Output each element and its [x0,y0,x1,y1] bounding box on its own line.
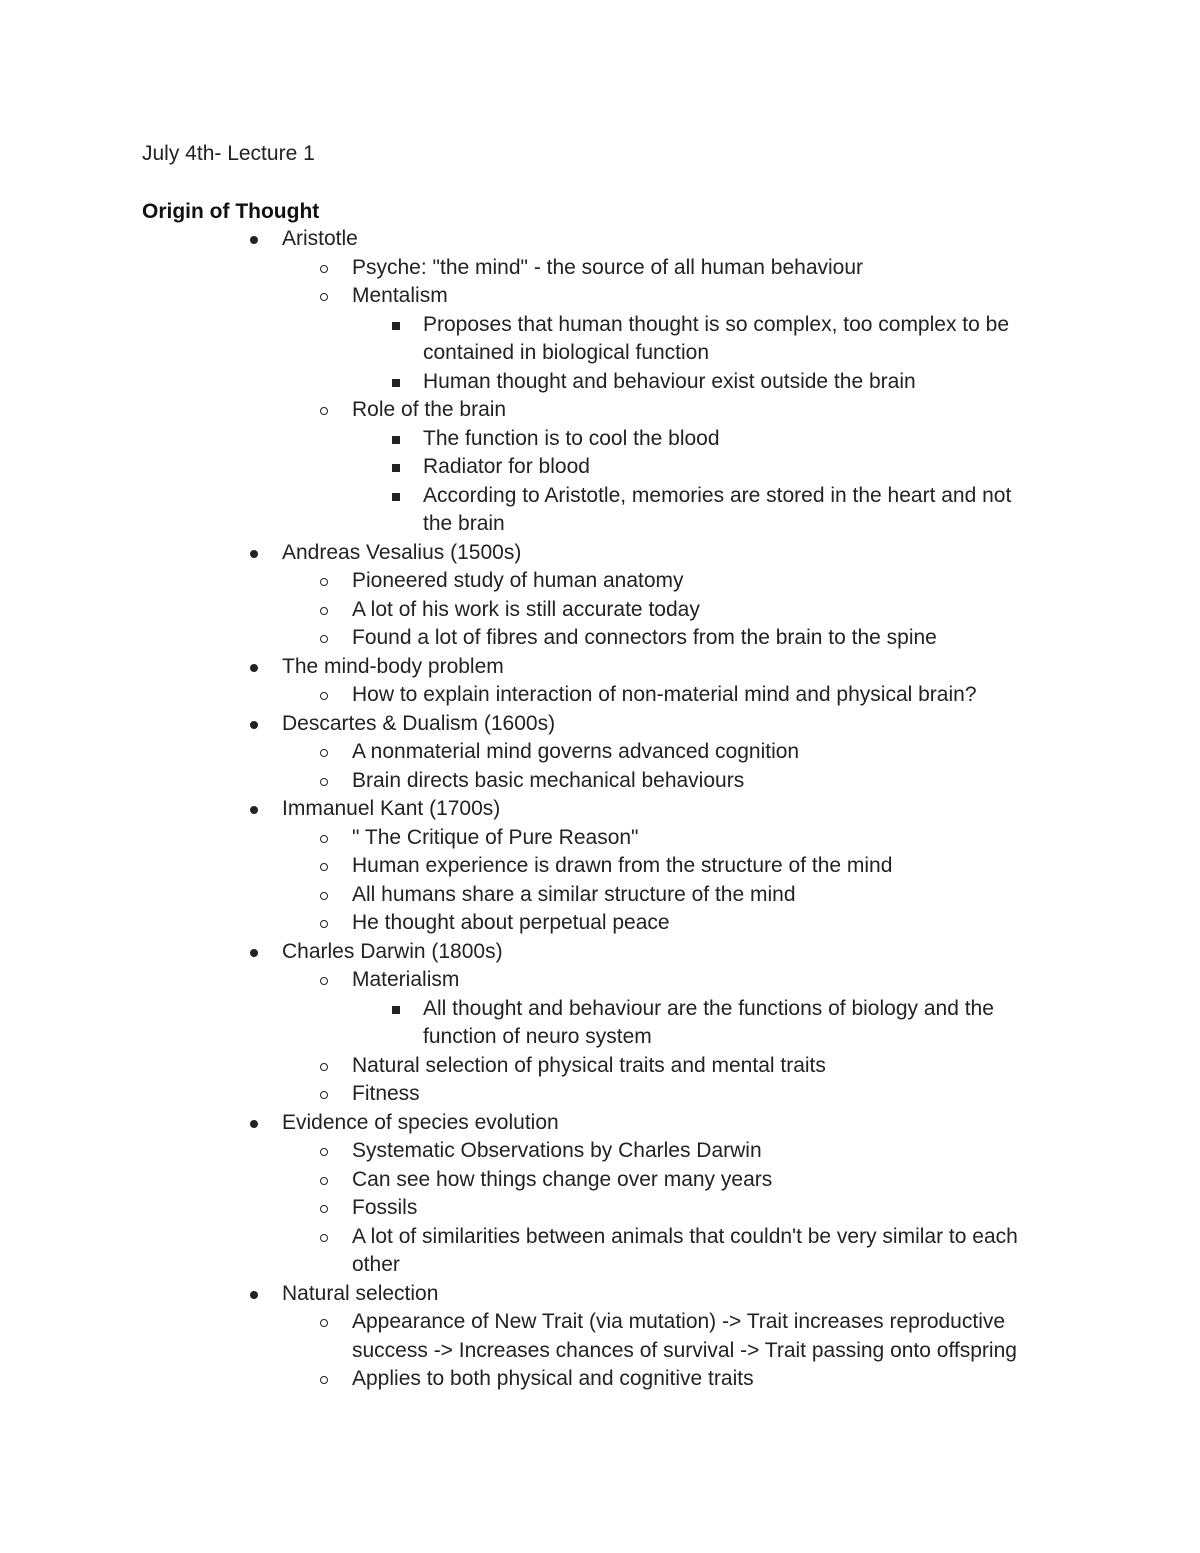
outline-subpoint-text: Applies to both physical and cognitive traits [352,1367,754,1390]
outline-detail-row [423,311,1043,368]
outline-topic-text: Andreas Vesalius (1500s) [282,540,522,564]
outline-subpoint-text: Appearance of New Trait (via mutation) -> Trait increases reproductive success -> Increases chances of survival -> Trait passing onto offspring [352,1310,1017,1362]
filled-circle-bullet-icon [250,949,258,957]
outline-subpoint [0,396,1200,539]
outline-topic [0,795,1200,938]
outline-topic-row [282,710,1042,739]
outline-subpoint [0,1308,1200,1365]
outline-detail-row [423,453,1043,482]
outline-topic [0,1280,1200,1394]
outline-subpoint [0,282,1200,396]
outline-topic-row [282,539,1042,568]
outline-subpoint [0,254,1200,283]
hollow-circle-bullet-icon [320,265,328,273]
outline-subpoint-text: Materialism [352,968,460,991]
outline-subpoint [0,1080,1200,1109]
outline-sublist [0,254,1200,539]
outline-topic-row [282,653,1042,682]
hollow-circle-bullet-icon [320,1319,328,1327]
outline-subpoint [0,596,1200,625]
outline-subpoint [0,909,1200,938]
outline-topic-text: Charles Darwin (1800s) [282,939,503,963]
hollow-circle-bullet-icon [320,635,328,643]
outline-topic-row [282,1280,1042,1309]
outline-detail-row [423,995,1043,1052]
outline-subpoint [0,1194,1200,1223]
outline-detail [0,368,1200,397]
outline-subpoint [0,1052,1200,1081]
outline-topic [0,1109,1200,1280]
outline-subpoint-text: Role of the brain [352,398,507,421]
outline-detail [0,425,1200,454]
outline-subpoint [0,824,1200,853]
outline-subpoint [0,738,1200,767]
filled-circle-bullet-icon [250,806,258,814]
outline-topic-text: Natural selection [282,1281,439,1305]
outline-detail-text: All thought and behaviour are the functions of biology and the function of neuro system [423,996,994,1048]
filled-square-bullet-icon [392,436,400,444]
outline-sublist [0,311,1200,397]
outline-subpoint [0,881,1200,910]
outline-subpoint [0,681,1200,710]
filled-square-bullet-icon [392,379,400,387]
hollow-circle-bullet-icon [320,835,328,843]
outline-subpoint-row [352,824,1042,853]
outline-sublist [0,1308,1200,1394]
outline-detail-row [423,482,1043,539]
outline-subpoint-row [352,282,1042,311]
hollow-circle-bullet-icon [320,1376,328,1384]
outline-subpoint-text: Fossils [352,1196,418,1219]
filled-square-bullet-icon [392,493,400,501]
outline-detail-text: According to Aristotle, memories are stored in the heart and not the brain [423,483,1012,535]
outline-subpoint-text: Fitness [352,1082,420,1105]
filled-circle-bullet-icon [250,236,258,244]
outline-detail-text: Proposes that human thought is so complex, too complex to be contained in biological function [423,312,1010,364]
section-heading: Origin of Thought [142,200,320,223]
outline-subpoint-row [352,1223,1042,1280]
filled-square-bullet-icon [392,1006,400,1014]
hollow-circle-bullet-icon [320,1234,328,1242]
outline-subpoint-text: A lot of similarities between animals that couldn't be very similar to each other [352,1224,1018,1276]
outline-subpoint-row [352,852,1042,881]
hollow-circle-bullet-icon [320,1177,328,1185]
filled-circle-bullet-icon [250,1291,258,1299]
outline-subpoint-text: Found a lot of fibres and connectors from the brain to the spine [352,626,937,649]
lecture-date-line: July 4th- Lecture 1 [142,142,315,165]
outline-subpoint-row [352,567,1042,596]
outline-subpoint-text: A lot of his work is still accurate today [352,597,700,621]
outline-subpoint-row [352,1308,1042,1365]
outline-topic [0,225,1200,539]
outline-subpoint-text: Pioneered study of human anatomy [352,569,684,592]
outline-subpoint-text: Can see how things change over many years [352,1167,773,1191]
outline-topic-text: The mind-body problem [282,654,504,678]
outline-detail [0,453,1200,482]
outline-sublist [0,681,1200,710]
hollow-circle-bullet-icon [320,749,328,757]
outline-subpoint [0,1166,1200,1195]
outline-subpoint-row [352,767,1042,796]
outline-subpoint [0,852,1200,881]
outline-subpoint-text: Psyche: "the mind" - the source of all human behaviour [352,255,864,279]
filled-circle-bullet-icon [250,550,258,558]
outline-subpoint-row [352,681,1042,710]
hollow-circle-bullet-icon [320,778,328,786]
outline-subpoint-row [352,966,1042,995]
outline-topic [0,653,1200,710]
hollow-circle-bullet-icon [320,1148,328,1156]
outline-subpoint-text: A nonmaterial mind governs advanced cognition [352,740,800,763]
hollow-circle-bullet-icon [320,892,328,900]
outline-topic-text: Immanuel Kant (1700s) [282,797,501,820]
outline-subpoint-text: Systematic Observations by Charles Darwin [352,1139,762,1162]
outline-topic-row [282,938,1042,967]
hollow-circle-bullet-icon [320,1091,328,1099]
outline-subpoint-text: Mentalism [352,284,448,307]
outline-subpoint-text: How to explain interaction of non-material mind and physical brain? [352,683,977,706]
outline-detail-text: Radiator for blood [423,455,590,478]
outline-subpoint [0,1365,1200,1394]
outline-subpoint-row [352,624,1042,653]
outline-sublist [0,425,1200,539]
outline-detail [0,482,1200,539]
hollow-circle-bullet-icon [320,1063,328,1071]
hollow-circle-bullet-icon [320,1205,328,1213]
outline-detail [0,995,1200,1052]
filled-circle-bullet-icon [250,664,258,672]
outline-subpoint-row [352,254,1042,283]
outline-subpoint-row [352,1166,1042,1195]
outline-topic-row [282,795,1042,824]
hollow-circle-bullet-icon [320,977,328,985]
outline-sublist [0,567,1200,653]
outline-sublist [0,824,1200,938]
outline-subpoint-row [352,1080,1042,1109]
outline-topic [0,938,1200,1109]
outline-topic-row [282,225,1042,254]
hollow-circle-bullet-icon [320,692,328,700]
outline-subpoint-text: All humans share a similar structure of the mind [352,882,796,906]
outline-topic [0,710,1200,796]
outline-topic-text: Evidence of species evolution [282,1110,559,1134]
outline-topic-text: Descartes & Dualism (1600s) [282,711,556,735]
outline-detail-row [423,368,1043,397]
outline-subpoint-row [352,909,1042,938]
outline-sublist [0,995,1200,1052]
outline-sublist [0,1137,1200,1280]
outline-topic-row [282,1109,1042,1138]
filled-square-bullet-icon [392,322,400,330]
outline-subpoint-row [352,738,1042,767]
outline-subpoint-row [352,596,1042,625]
outline-subpoint-text: Brain directs basic mechanical behaviours [352,768,745,792]
outline-subpoint-text: Human experience is drawn from the structure of the mind [352,854,893,877]
hollow-circle-bullet-icon [320,407,328,415]
hollow-circle-bullet-icon [320,578,328,586]
outline-subpoint-row [352,1052,1042,1081]
outline-subpoint [0,567,1200,596]
outline-subpoint-text: Natural selection of physical traits and mental traits [352,1053,826,1077]
outline-subpoint-row [352,396,1042,425]
outline-sublist [0,738,1200,795]
outline-detail-text: Human thought and behaviour exist outside the brain [423,369,916,393]
outline-subpoint [0,1223,1200,1280]
outline-detail [0,311,1200,368]
outline-subpoint [0,767,1200,796]
outline-subpoint-text: He thought about perpetual peace [352,911,670,934]
hollow-circle-bullet-icon [320,293,328,301]
hollow-circle-bullet-icon [320,920,328,928]
filled-square-bullet-icon [392,464,400,472]
outline-subpoint [0,966,1200,1052]
outline-subpoint-row [352,1137,1042,1166]
filled-circle-bullet-icon [250,721,258,729]
outline-detail-row [423,425,1043,454]
hollow-circle-bullet-icon [320,863,328,871]
outline-detail-text: The function is to cool the blood [423,426,720,450]
outline-topic-text: Aristotle [282,227,358,250]
outline-subpoint-row [352,1365,1042,1394]
outline-sublist [0,966,1200,1109]
outline-subpoint-row [352,881,1042,910]
outline-subpoint-row [352,1194,1042,1223]
outline-subpoint-text: " The Critique of Pure Reason" [352,825,639,849]
hollow-circle-bullet-icon [320,607,328,615]
outline-subpoint [0,624,1200,653]
outline-subpoint [0,1137,1200,1166]
filled-circle-bullet-icon [250,1120,258,1128]
outline-topic [0,539,1200,653]
notes-outline [0,225,1200,1394]
